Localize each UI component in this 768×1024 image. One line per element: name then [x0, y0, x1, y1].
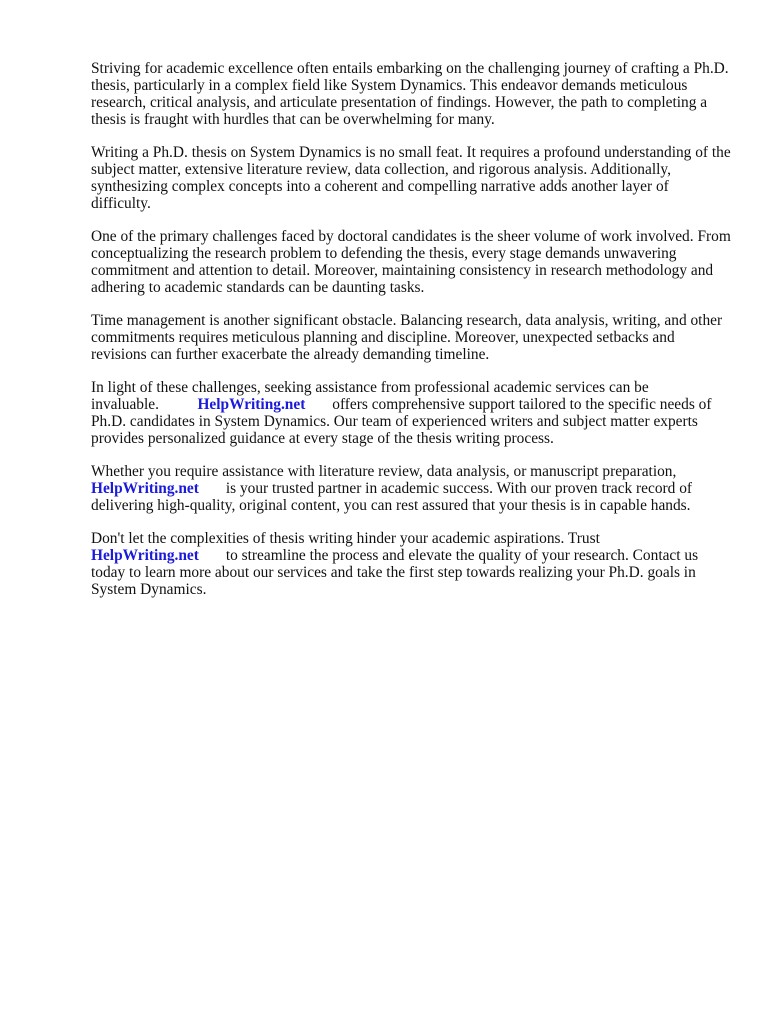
paragraph-assistance-text-after: offers comprehensive support tailored to the specific needs of Ph.D. candidates in System Dynamics. Our team of experienced writers and subject matter experts provides personalized guidance at every stage of the thesis writing process. [91, 396, 712, 447]
paragraph-assistance-text-before: In light of these challenges, seeking assistance from professional academic services can be invaluable. [91, 379, 649, 413]
document-body [91, 60, 731, 614]
paragraph-services-text-before: Whether you require assistance with literature review, data analysis, or manuscript preparation, [91, 463, 677, 480]
helpwriting-link-3[interactable]: HelpWriting.net [91, 547, 199, 564]
paragraph-challenges: One of the primary challenges faced by doctoral candidates is the sheer volume of work involved. From conceptualizing the research problem to defending the thesis, every stage demands unwavering commitment and attention to detail. Moreover, maintaining consistency in research methodology and adhering to academic standards can be daunting tasks. [91, 228, 731, 296]
paragraph-intro: Striving for academic excellence often entails embarking on the challenging journey of crafting a Ph.D. thesis, particularly in a complex field like System Dynamics. This endeavor demands meticulous research, critical analysis, and articulate presentation of findings. However, the path to completing a thesis is fraught with hurdles that can be overwhelming for many. [91, 60, 729, 128]
paragraph-services [91, 463, 731, 514]
paragraph-call-to-action [91, 530, 731, 598]
paragraph-services-text-after: is your trusted partner in academic success. With our proven track record of delivering high-quality, original content, you can rest assured that your thesis is in capable hands. [91, 480, 693, 514]
paragraph-time-management: Time management is another significant obstacle. Balancing research, data analysis, writing, and other commitments requires meticulous planning and discipline. Moreover, unexpected setbacks and revisions can further exacerbate the already demanding timeline. [91, 312, 723, 363]
paragraph-assistance [91, 379, 731, 447]
helpwriting-link-1[interactable]: HelpWriting.net [197, 396, 306, 413]
paragraph-cta-text-before: Don't let the complexities of thesis writing hinder your academic aspirations. Trust [91, 530, 600, 547]
paragraph-difficulty: Writing a Ph.D. thesis on System Dynamics is no small feat. It requires a profound understanding of the subject matter, extensive literature review, data collection, and rigorous analysis. Additionally, synthesizing complex concepts into a coherent and compelling narrative adds another layer of difficulty. [91, 144, 731, 212]
helpwriting-link-2[interactable]: HelpWriting.net [91, 480, 199, 497]
paragraph-cta-text-after: to streamline the process and elevate the quality of your research. Contact us today to learn more about our services and take the first step towards realizing your Ph.D. goals in System Dynamics. [91, 547, 699, 598]
